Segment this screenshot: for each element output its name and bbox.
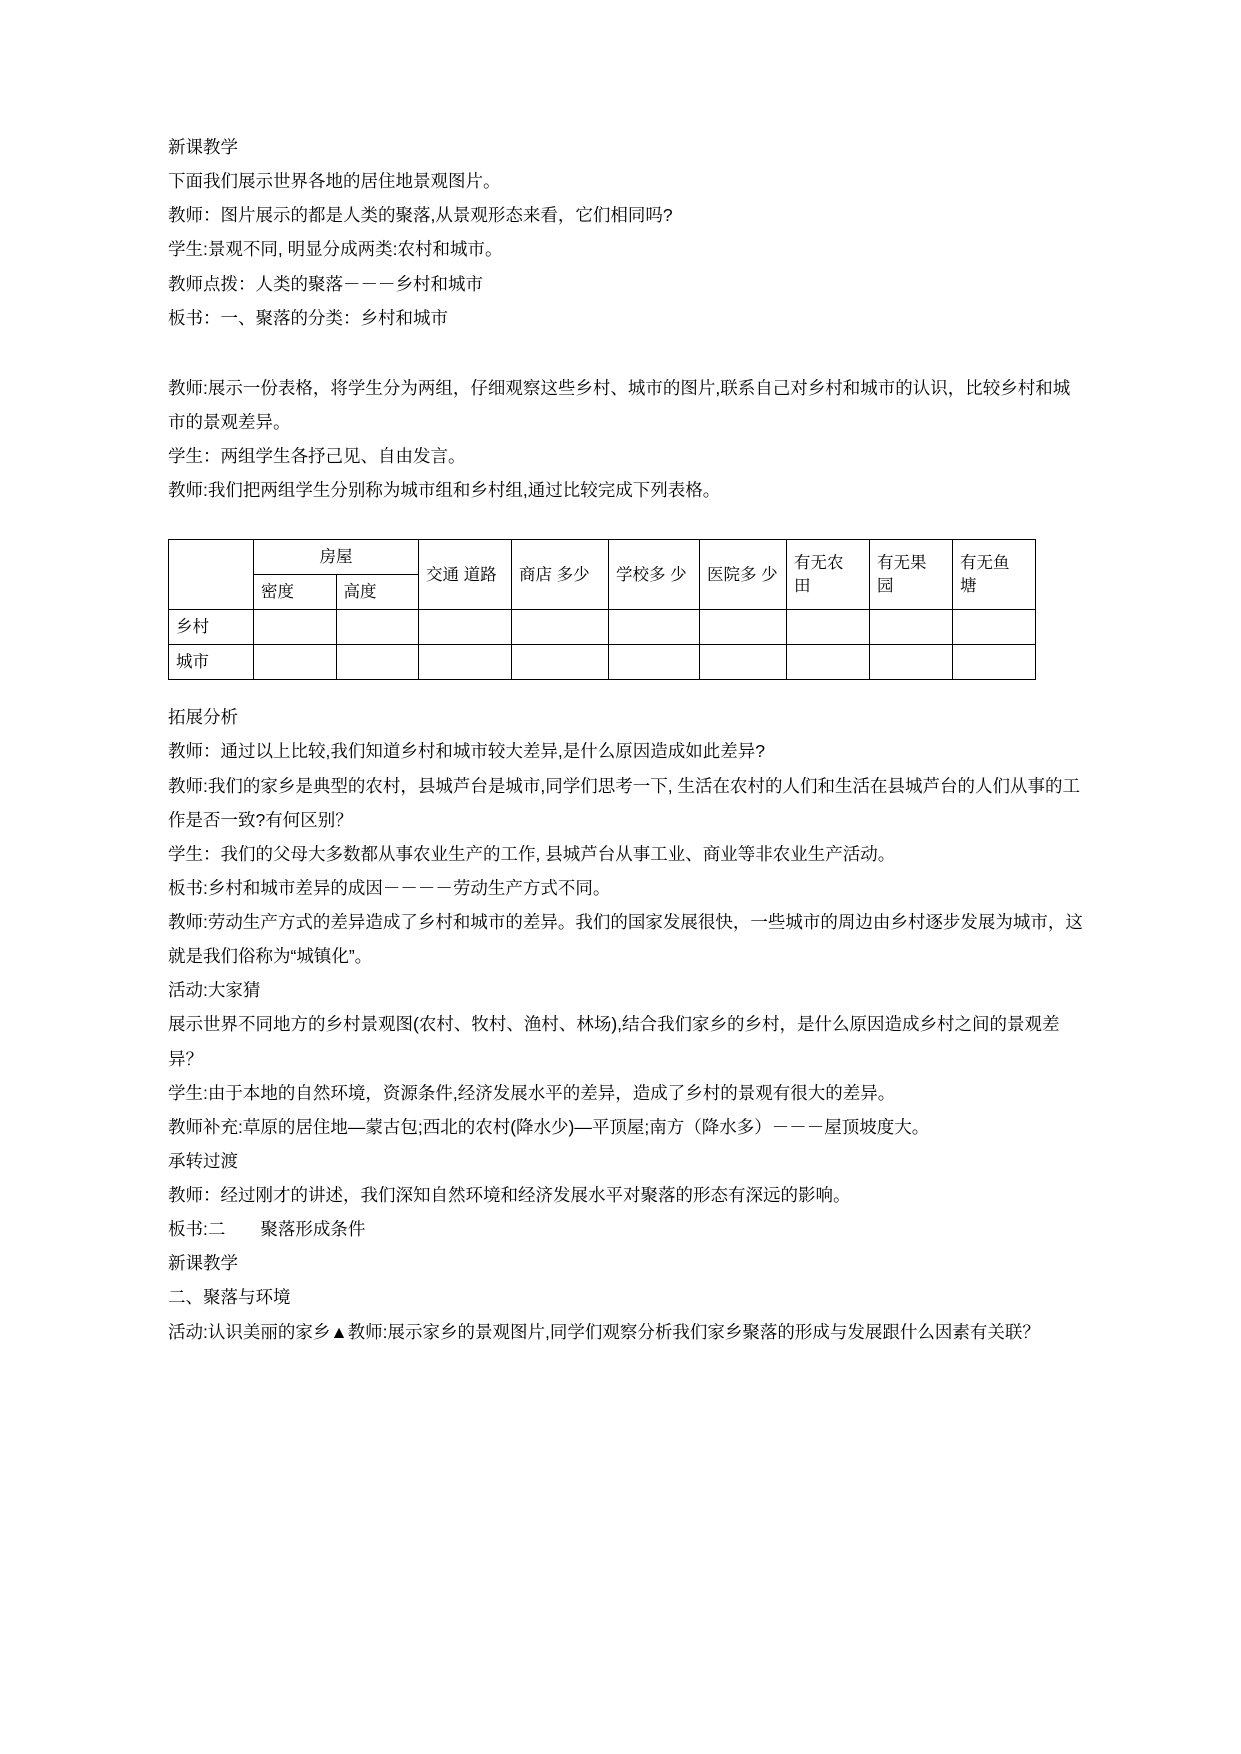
paragraph: 教师：经过刚才的讲述，我们深知自然环境和经济发展水平对聚落的形态有深远的影响。	[168, 1185, 851, 1205]
paragraph: 学生：我们的父母大多数都从事农业生产的工作, 县城芦台从事工业、商业等非农业生产活动。	[168, 843, 896, 864]
table-row-label: 城市	[169, 645, 254, 680]
table-cell[interactable]	[953, 610, 1036, 645]
table-cell[interactable]	[870, 645, 953, 680]
table-cell[interactable]	[609, 610, 700, 645]
paragraph: 新课教学	[168, 1253, 238, 1274]
table-cell[interactable]	[254, 645, 337, 680]
table-spacer	[168, 507, 1086, 521]
paragraph: 学生:由于本地的自然环境，资源条件,经济发展水平的差异，造成了乡村的景观有很大的差异。	[168, 1082, 896, 1103]
paragraph: 二、聚落与环境	[168, 1287, 291, 1308]
table-cell[interactable]	[787, 610, 870, 645]
table-header-farmland: 有无农 田	[787, 540, 870, 610]
table-cell[interactable]	[336, 645, 419, 680]
table-header-traffic: 交通 道路	[419, 540, 512, 610]
document-body	[168, 130, 1086, 1349]
table-header-shop: 商店 多少	[512, 540, 609, 610]
paragraph: 教师:我们把两组学生分别称为城市组和乡村组,通过比较完成下列表格。	[168, 480, 721, 501]
paragraph: 活动:大家猜	[168, 980, 261, 1001]
paragraph: 板书:乡村和城市差异的成因－－－－劳动生产方式不同。	[168, 877, 611, 898]
table-cell[interactable]	[953, 645, 1036, 680]
table-header-row	[169, 540, 1036, 575]
table-cell[interactable]	[419, 645, 512, 680]
table-header-pond: 有无鱼 塘	[953, 540, 1036, 610]
paragraph: 拓展分析	[168, 707, 238, 728]
table-subheader-height: 高度	[336, 575, 419, 610]
table-cell[interactable]	[336, 610, 419, 645]
table-cell[interactable]	[512, 645, 609, 680]
table-cell[interactable]	[419, 610, 512, 645]
paragraph: 下面我们展示世界各地的居住地景观图片。	[168, 171, 501, 192]
table-cell[interactable]	[700, 610, 787, 645]
paragraph: 教师:展示一份表格，将学生分为两组，仔细观察这些乡村、城市的图片,联系自己对乡村和城市的认识，比较乡村和城市的景观差异。	[168, 377, 1071, 432]
table-row	[169, 610, 1036, 645]
paragraph: 学生:景观不同, 明显分成两类:农村和城市。	[168, 239, 503, 260]
paragraph-spacer	[168, 335, 1086, 371]
table-cell[interactable]	[870, 610, 953, 645]
table-cell[interactable]	[700, 645, 787, 680]
paragraph: 教师点拨：人类的聚落－－－乡村和城市	[168, 273, 483, 294]
paragraph: 教师:我们的家乡是典型的农村，县城芦台是城市,同学们思考一下, 生活在农村的人们和生活在县城芦台的人们从事的工作是否一致?有何区别？	[168, 775, 1080, 830]
table-cell[interactable]	[254, 610, 337, 645]
paragraph: 教师补充:草原的居住地—蒙古包;西北的农村(降水少)—平顶屋;南方（降水多）－－－屋顶坡度大。	[168, 1116, 930, 1137]
table-row	[169, 645, 1036, 680]
table-row-label: 乡村	[169, 610, 254, 645]
paragraph: 板书：一、聚落的分类：乡村和城市	[168, 307, 448, 328]
paragraph: 板书:二 聚落形成条件	[168, 1219, 366, 1240]
table-subheader-density: 密度	[254, 575, 337, 610]
table-header-hospital: 医院多 少	[700, 540, 787, 610]
paragraph: 教师：通过以上比较,我们知道乡村和城市较大差异,是什么原因造成如此差异?	[168, 741, 765, 762]
paragraph: 教师:劳动生产方式的差异造成了乡村和城市的差异。我们的国家发展很快，一些城市的周边由乡村逐步发展为城市，这就是我们俗称为“城镇化”。	[168, 912, 1083, 967]
table-cell[interactable]	[787, 645, 870, 680]
table-header-orchard: 有无果 园	[870, 540, 953, 610]
paragraph: 学生：两组学生各抒己见、自由发言。	[168, 446, 466, 466]
paragraph: 活动:认识美丽的家乡▲教师:展示家乡的景观图片,同学们观察分析我们家乡聚落的形成与发展跟什么因素有关联？	[168, 1321, 1040, 1342]
paragraph: 承转过渡	[168, 1150, 238, 1171]
table-header-school: 学校多 少	[609, 540, 700, 610]
table-corner-cell	[169, 540, 254, 610]
table-cell[interactable]	[512, 610, 609, 645]
paragraph: 教师：图片展示的都是人类的聚落,从景观形态来看，它们相同吗?	[168, 205, 673, 226]
paragraph: 展示世界不同地方的乡村景观图(农村、牧村、渔村、林场),结合我们家乡的乡村，是什么原因造成乡村之间的景观差异？	[168, 1014, 1060, 1069]
comparison-table-wrapper	[168, 539, 1086, 680]
comparison-table	[168, 539, 1036, 680]
table-cell[interactable]	[609, 645, 700, 680]
table-header-house: 房屋	[254, 540, 419, 575]
paragraph: 新课教学	[168, 137, 238, 157]
